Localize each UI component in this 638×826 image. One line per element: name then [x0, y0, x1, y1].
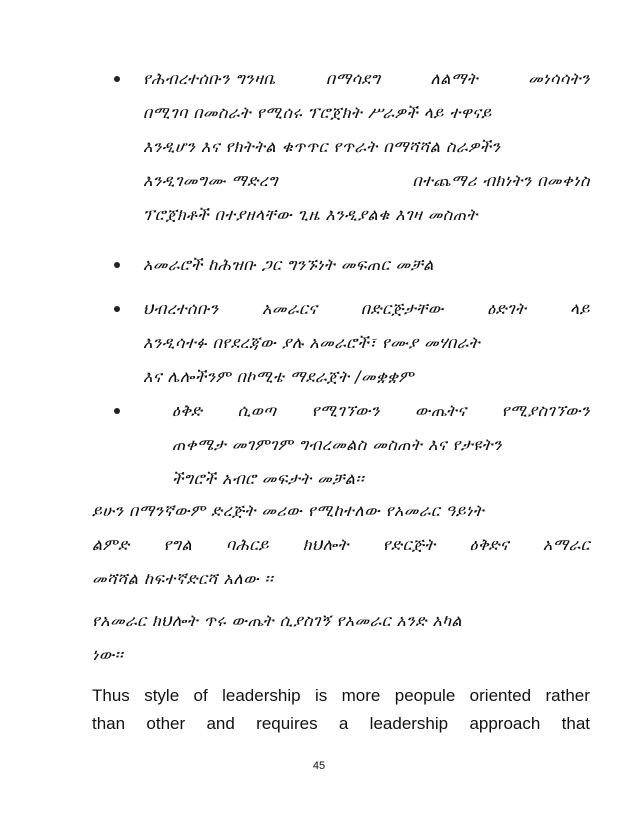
bullet-4-line-1 — [172, 400, 590, 422]
text-segment: ሲወጣ — [237, 401, 277, 420]
bullet-1-line-1 — [143, 68, 590, 90]
paragraph-3-line-1 — [92, 685, 590, 707]
bullet-dot — [114, 76, 120, 82]
bullet-2-line-1: አመራሮች ከሕዝቡ ጋር ግንኙነት መፍጠር መቻል — [143, 255, 434, 274]
text-segment: በተጨማሪ ብክነትን በመቀነስ — [412, 171, 590, 190]
text-segment: ህብረተሰቡን — [143, 299, 219, 318]
bullet-1-line-5: ፕሮጀክቶች በተያዘላቸው ጊዜ እንዲያልቁ እገዛ መስጠት — [143, 205, 478, 224]
bullet-dot — [114, 262, 120, 268]
text-segment: ልምድ — [92, 535, 130, 554]
bullet-4-line-3: ችግሮች አብሮ መፍታት መቻል፡፡ — [172, 469, 365, 488]
text-segment: ዕቅድና — [469, 535, 510, 554]
text-segment: ባሕርይ — [226, 535, 269, 554]
bullet-dot — [114, 408, 120, 414]
text-segment: ውጤትና — [415, 401, 467, 420]
text-segment: of — [193, 686, 208, 705]
text-segment: Thus — [92, 686, 130, 705]
text-segment: rather — [545, 686, 590, 705]
text-segment: በማሳደግ — [326, 69, 381, 88]
text-segment: መነሳሳትን — [528, 69, 590, 88]
page-number: 45 — [312, 760, 326, 772]
paragraph-1-line-1: ይሁን በማንኛውም ድረጅት መሪው የሚከተለው የአመራር ዓይነት — [92, 501, 485, 520]
text-segment: other — [146, 714, 186, 733]
text-segment: በድርጅታቸው — [360, 299, 444, 318]
text-segment: ክህሎት — [302, 535, 349, 554]
text-segment: that — [561, 714, 590, 733]
text-segment: than — [92, 714, 126, 733]
text-segment: leadership — [222, 686, 301, 705]
text-segment: approach — [469, 714, 541, 733]
paragraph-2-line-1: የአመራር ክህሎት ጥሩ ውጤት ሲያስገኝ የአመራር አንድ አካል — [92, 611, 463, 630]
text-segment: ዕድገት — [487, 299, 527, 318]
bullet-1-line-2: በሚገባ በመስራት የሚሰሩ ፕሮጀክት ሥራዎች ላይ ተዋናይ — [143, 103, 492, 122]
bullet-dot — [114, 306, 120, 312]
text-segment: አመራርና — [262, 299, 318, 318]
text-segment: የድርጅት — [382, 535, 436, 554]
text-segment: more — [341, 686, 381, 705]
text-segment: ዕቅድ — [172, 401, 203, 420]
text-segment: የሚያስገኘውን — [501, 401, 590, 420]
bullet-3-line-1 — [143, 298, 590, 320]
text-segment: oriented — [469, 686, 532, 705]
bullet-3-line-2: እንዲሳተፉ በየደረጃው ያሉ አመራሮች፣ የሙያ መሃበራት — [143, 333, 481, 352]
bullet-3-line-3: እና ሌሎችንም በኮሚቴ ማደራጀት /መቋቋም — [143, 367, 414, 386]
text-segment: is — [314, 686, 328, 705]
text-segment: የሚገኘውን — [311, 401, 380, 420]
bullet-4-line-2: ጠቀሜታ መገምገም ግብረመልስ መስጠት እና የታዩትን — [172, 435, 502, 454]
paragraph-3-line-2 — [92, 713, 590, 735]
text-segment: peopule — [394, 686, 456, 705]
text-segment: አማራር — [542, 535, 590, 554]
text-segment: እንዲገመግሙ ማድረግ — [143, 171, 279, 190]
bullet-1-line-3: እንዲሆን እና የክትትል ቁጥጥር የጥራት በማሻሻል ስራዎችን — [143, 137, 501, 156]
paragraph-1-line-2 — [92, 534, 590, 556]
paragraph-2-line-2: ነው፡፡ — [92, 645, 124, 664]
text-segment: የሕብረተሰቡን ግንዛቤ — [143, 69, 277, 88]
text-segment: a — [338, 714, 349, 733]
text-segment: requires — [256, 714, 318, 733]
text-segment: ለልማት — [430, 69, 479, 88]
text-segment: ላይ — [569, 299, 590, 318]
bullet-1-line-4 — [143, 170, 590, 192]
text-segment: leadership — [369, 714, 449, 733]
paragraph-1-line-3: መሻሻል ከፍተኛድርሻ አለው ፡፡ — [92, 569, 274, 588]
text-segment: የግል — [163, 535, 193, 554]
text-segment: style — [144, 686, 180, 705]
text-segment: and — [206, 714, 235, 733]
